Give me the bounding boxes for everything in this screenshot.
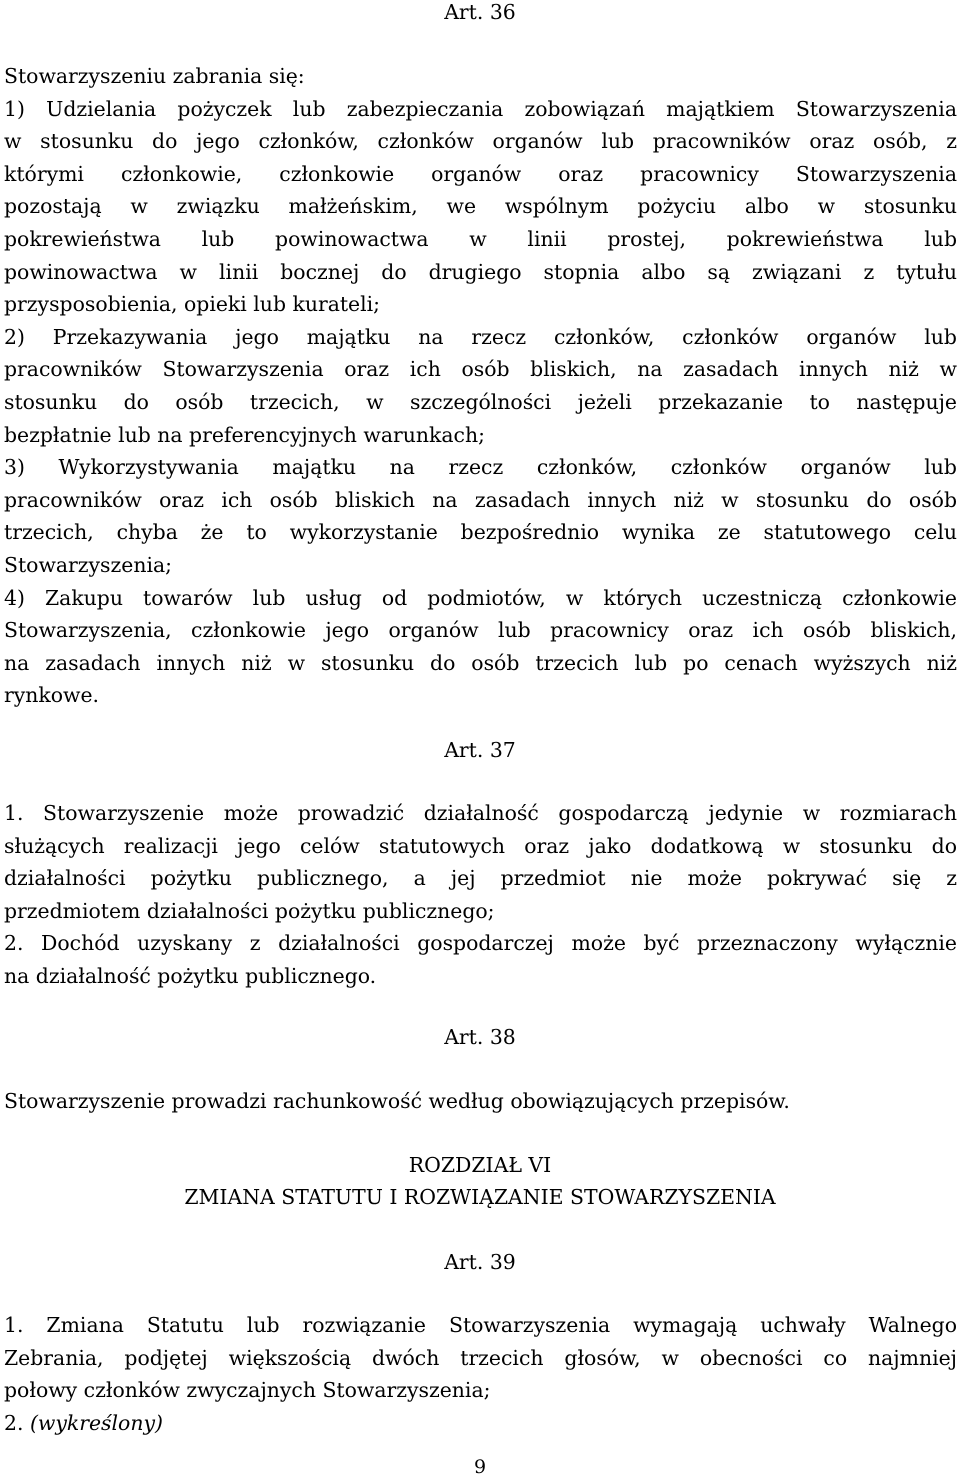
- article-36-body: [4, 60, 957, 712]
- article-36-line: na zasadach innych niż w stosunku do osób trzecich lub po cenach wyższych niż: [4, 650, 957, 675]
- article-39-heading: Art. 39: [444, 1250, 516, 1274]
- article-36-line: Stowarzyszenia;: [4, 552, 173, 577]
- article-39-body: [4, 1309, 957, 1439]
- article-36-line: stosunku do osób trzecich, w szczególności jeżeli przekazanie to następuje: [4, 389, 957, 414]
- article-39-line: 1. Zmiana Statutu lub rozwiązanie Stowarzyszenia wymagają uchwały Walnego: [4, 1313, 957, 1337]
- article-37-line: działalności pożytku publicznego, a jej przedmiot nie może pokrywać się z: [4, 866, 957, 891]
- chapter-number: ROZDZIAŁ VI: [408, 1153, 552, 1177]
- article-36-heading: Art. 36: [444, 0, 516, 24]
- article-36-line: 2) Przekazywania jego majątku na rzecz członków, członków organów lub: [4, 324, 957, 349]
- article-36-line: Stowarzyszeniu zabrania się:: [4, 64, 305, 88]
- article-38-line: Stowarzyszenie prowadzi rachunkowość według obowiązujących przepisów.: [4, 1089, 790, 1113]
- article-36-line: 1) Udzielania pożyczek lub zabezpieczania zobowiązań majątkiem Stowarzyszenia: [4, 96, 957, 121]
- chapter-title: ZMIANA STATUTU I ROZWIĄZANIE STOWARZYSZENIA: [184, 1185, 776, 1209]
- article-39-item-2-number: 2.: [4, 1410, 24, 1435]
- article-37-line: 1. Stowarzyszenie może prowadzić działalność gospodarczą jedynie w rozmiarach: [4, 801, 957, 825]
- article-37-line: na działalność pożytku publicznego.: [4, 963, 377, 988]
- article-36-line: trzecich, chyba że to wykorzystanie bezpośrednio wynika ze statutowego celu: [4, 520, 957, 545]
- article-36-line: którymi członkowie, członkowie organów oraz pracownicy Stowarzyszenia: [4, 161, 957, 186]
- article-36-line: 3) Wykorzystywania majątku na rzecz członków, członków organów lub: [4, 455, 957, 480]
- article-37-line: przedmiotem działalności pożytku publicznego;: [4, 898, 495, 923]
- article-37-body: [4, 797, 957, 993]
- article-39-line: Zebrania, podjętej większością dwóch trzecich głosów, w obecności co najmniej: [4, 1345, 957, 1370]
- article-36-line: w stosunku do jego członków, członków organów lub pracowników oraz osób, z: [4, 129, 957, 154]
- article-36-line: pracowników oraz ich osób bliskich na zasadach innych niż w stosunku do osób: [4, 487, 957, 512]
- article-36-line: bezpłatnie lub na preferencyjnych warunkach;: [4, 422, 485, 447]
- article-36-line: 4) Zakupu towarów lub usług od podmiotów, w których uczestniczą członkowie: [4, 585, 957, 610]
- article-38-body: [4, 1085, 957, 1118]
- article-36-line: Stowarzyszenia, członkowie jego organów lub pracownicy oraz ich osób bliskich,: [4, 618, 957, 643]
- article-37-line: służących realizacji jego celów statutowych oraz jako dodatkową w stosunku do: [4, 833, 957, 858]
- article-36-line: pokrewieństwa lub powinowactwa w linii prostej, pokrewieństwa lub: [4, 226, 957, 251]
- article-38-heading: Art. 38: [444, 1025, 516, 1049]
- article-36-line: pozostają w związku małżeńskim, we wspólnym pożyciu albo w stosunku: [4, 194, 957, 219]
- page-number: 9: [473, 1456, 487, 1478]
- article-36-line: pracowników Stowarzyszenia oraz ich osób bliskich, na zasadach innych niż w: [4, 357, 957, 382]
- article-36-line: rynkowe.: [4, 683, 100, 708]
- article-39-item-2-text: (wykreślony): [29, 1410, 163, 1435]
- article-37-heading: Art. 37: [444, 738, 516, 762]
- article-39-item-2: [4, 1407, 957, 1440]
- article-39-line: połowy członków zwyczajnych Stowarzyszenia;: [4, 1378, 491, 1403]
- article-36-line: powinowactwa w linii bocznej do drugiego stopnia albo są związani z tytułu: [4, 259, 957, 284]
- article-36-line: przysposobienia, opieki lub kurateli;: [4, 292, 381, 317]
- article-37-line: 2. Dochód uzyskany z działalności gospodarczej może być przeznaczony wyłącznie: [4, 931, 957, 956]
